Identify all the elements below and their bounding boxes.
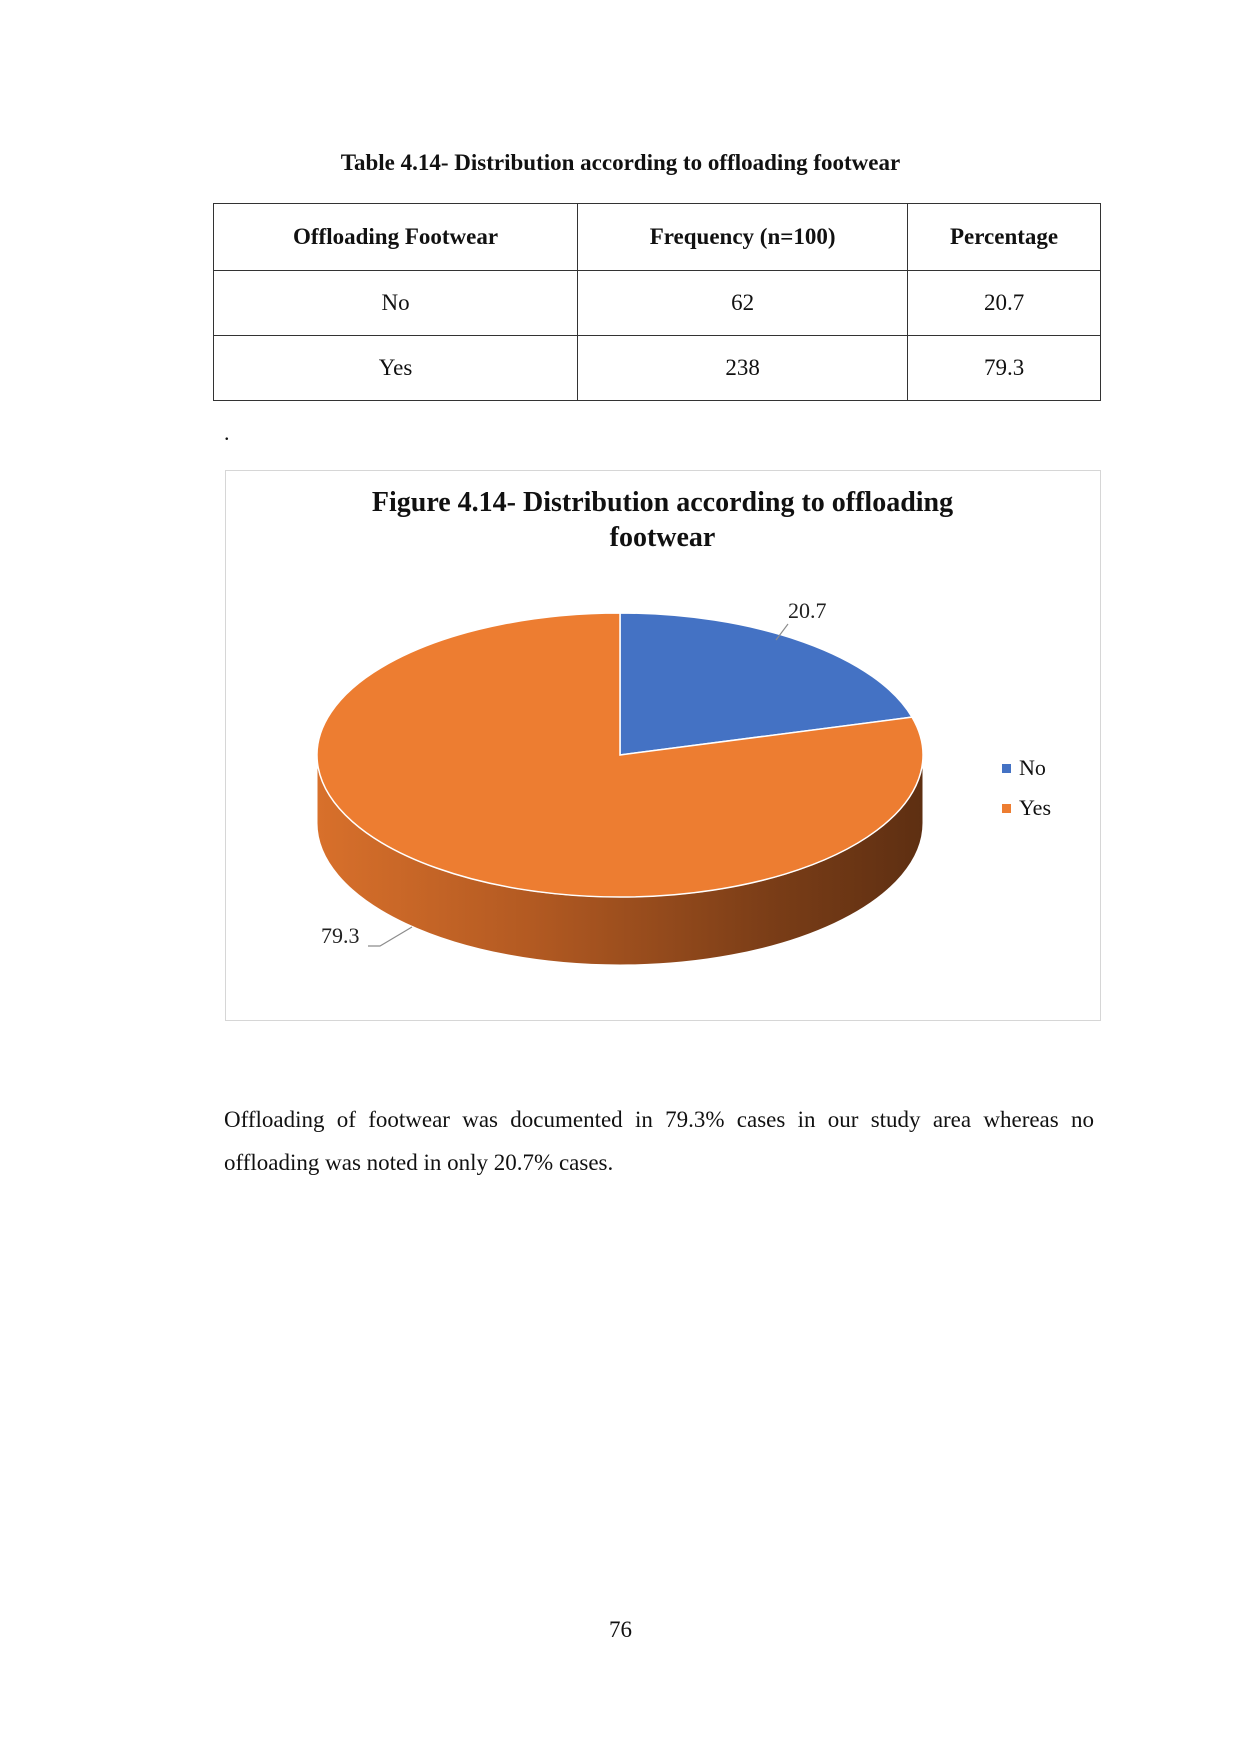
legend-swatch-no: [1002, 764, 1011, 773]
data-label-yes: 79.3: [321, 923, 360, 948]
data-label-no: 20.7: [788, 598, 827, 623]
legend-label-yes: Yes: [1019, 795, 1052, 820]
table-cell-percentage: 20.7: [908, 271, 1101, 336]
legend-label-no: No: [1019, 755, 1046, 780]
chart-title-line-2: footwear: [609, 522, 716, 553]
chart-title-line-1: Figure 4.14- Distribution according to offloading: [371, 487, 954, 518]
page-number: 76: [609, 1617, 632, 1642]
chart-legend: [1002, 748, 1051, 828]
table-cell-frequency: 62: [578, 271, 908, 336]
legend-swatch-yes: [1002, 804, 1011, 813]
table-cell-category: No: [214, 271, 578, 336]
table-caption: Table 4.14- Distribution according to offloading footwear: [340, 150, 901, 175]
header-frequency: Frequency (n=100): [578, 204, 908, 271]
legend-item-no: [1002, 748, 1051, 788]
table-cell-percentage: 79.3: [908, 336, 1101, 401]
header-offloading-footwear: Offloading Footwear: [214, 204, 578, 271]
table-cell-category: Yes: [214, 336, 578, 401]
separator-dot: .: [224, 420, 230, 445]
leader-line-yes: [368, 927, 412, 946]
header-percentage: Percentage: [908, 204, 1101, 271]
pie-group: [317, 598, 923, 965]
table-cell-frequency: 238: [578, 336, 908, 401]
body-paragraph: Offloading of footwear was documented in 79.3% cases in our study area whereas no offloading was noted in only 20.7% cases.: [224, 1107, 1094, 1175]
legend-item-yes: [1002, 788, 1051, 828]
